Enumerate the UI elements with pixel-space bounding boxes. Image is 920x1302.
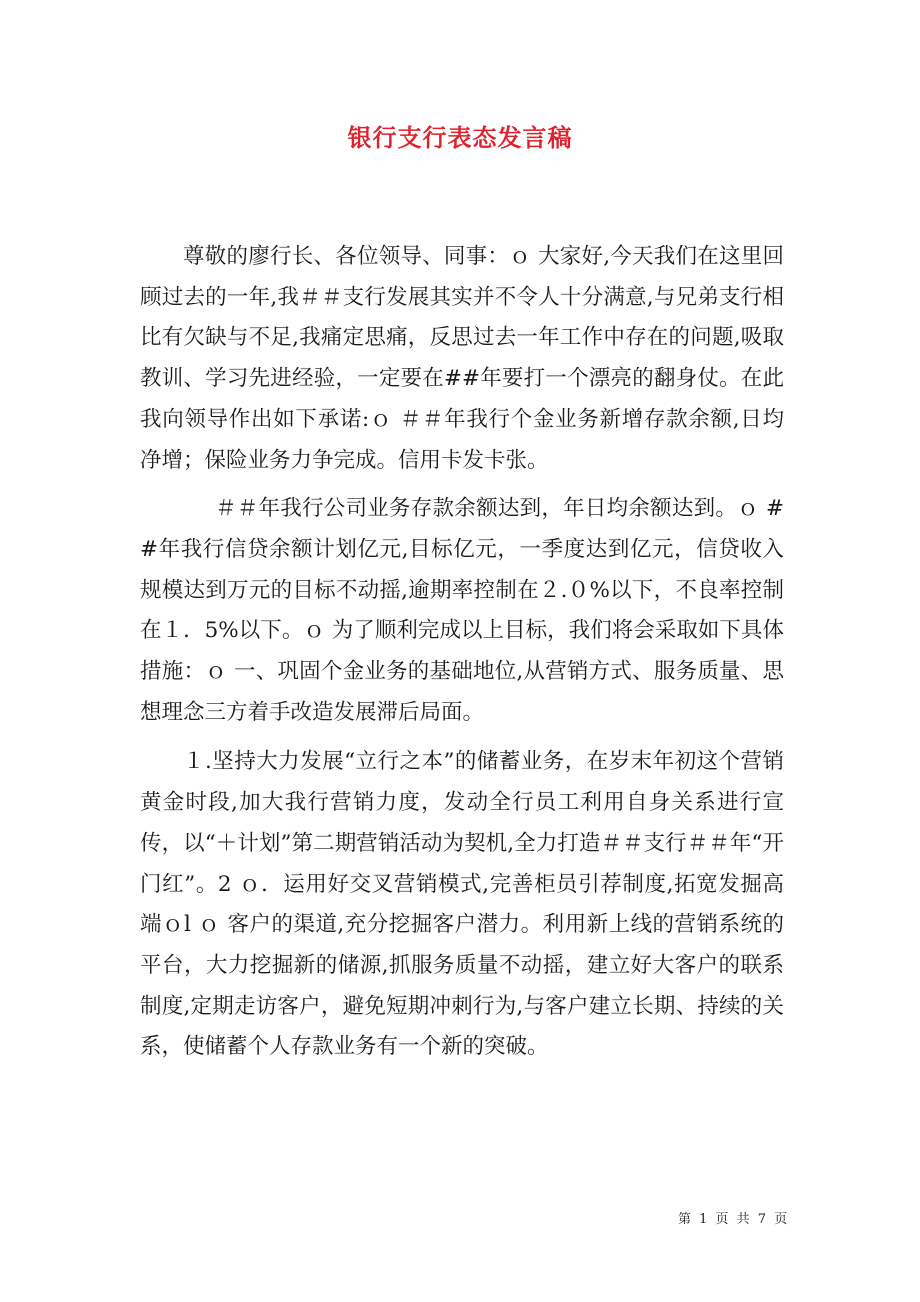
paragraph: 尊敬的廖行长、各位领导、同事：ｏ 大家好,今天我们在这里回顾过去的一年,我＃＃支行发展其实并不令人十分满意,与兄弟支行相比有欠缺与不足,我痛定思痛，反思过去一年工作中存在的问题,吸取教训、学习先进经验，一定要在##年要打一个漂亮的翻身仗。在此我向领导作出如下承诺:ｏ ＃＃年我行个金业务新增存款余额,日均净增；保险业务力争完成。信用卡发卡张。 xyxy=(140,244,784,473)
page-number: 第 1 页 共 7 页 xyxy=(678,1212,790,1227)
paragraph: １.坚持大力发展“立行之本”的储蓄业务，在岁末年初这个营销黄金时段,加大我行营销力度，发动全行员工利用自身关系进行宣传，以“＋计划”第二期营销活动为契机,全力打造＃＃支行＃＃年“开门红”。2 ｏ．运用好交叉营销模式,完善柜员引荐制度,拓宽发掘高端ｏl ｏ 客户的渠道,充分挖掘客户潜力。利用新上线的营销系统的平台，大力挖掘新的储源,抓服务质量不动摇，建立好大客户的联系制度,定期走访客户，避免短期冲刺行为,与客户建立长期、持续的关系，使储蓄个人存款业务有一个新的突破。 xyxy=(140,749,784,1060)
document-title: 银行支行表态发言稿 xyxy=(347,123,573,152)
document-body xyxy=(140,237,784,1068)
paragraph: ＃＃年我行公司业务存款余额达到，年日均余额达到。ｏ ##年我行信贷余额计划亿元,目标亿元，一季度达到亿元，信贷收入规模达到万元的目标不动摇,逾期率控制在２.０%以下，不良率控制在１．5%以下。ｏ 为了顺利完成以上目标，我们将会采取如下具体措施：ｏ 一、巩固个金业务的基础地位,从营销方式、服务质量、思想理念三方着手改造发展滞后局面。 xyxy=(140,496,784,725)
